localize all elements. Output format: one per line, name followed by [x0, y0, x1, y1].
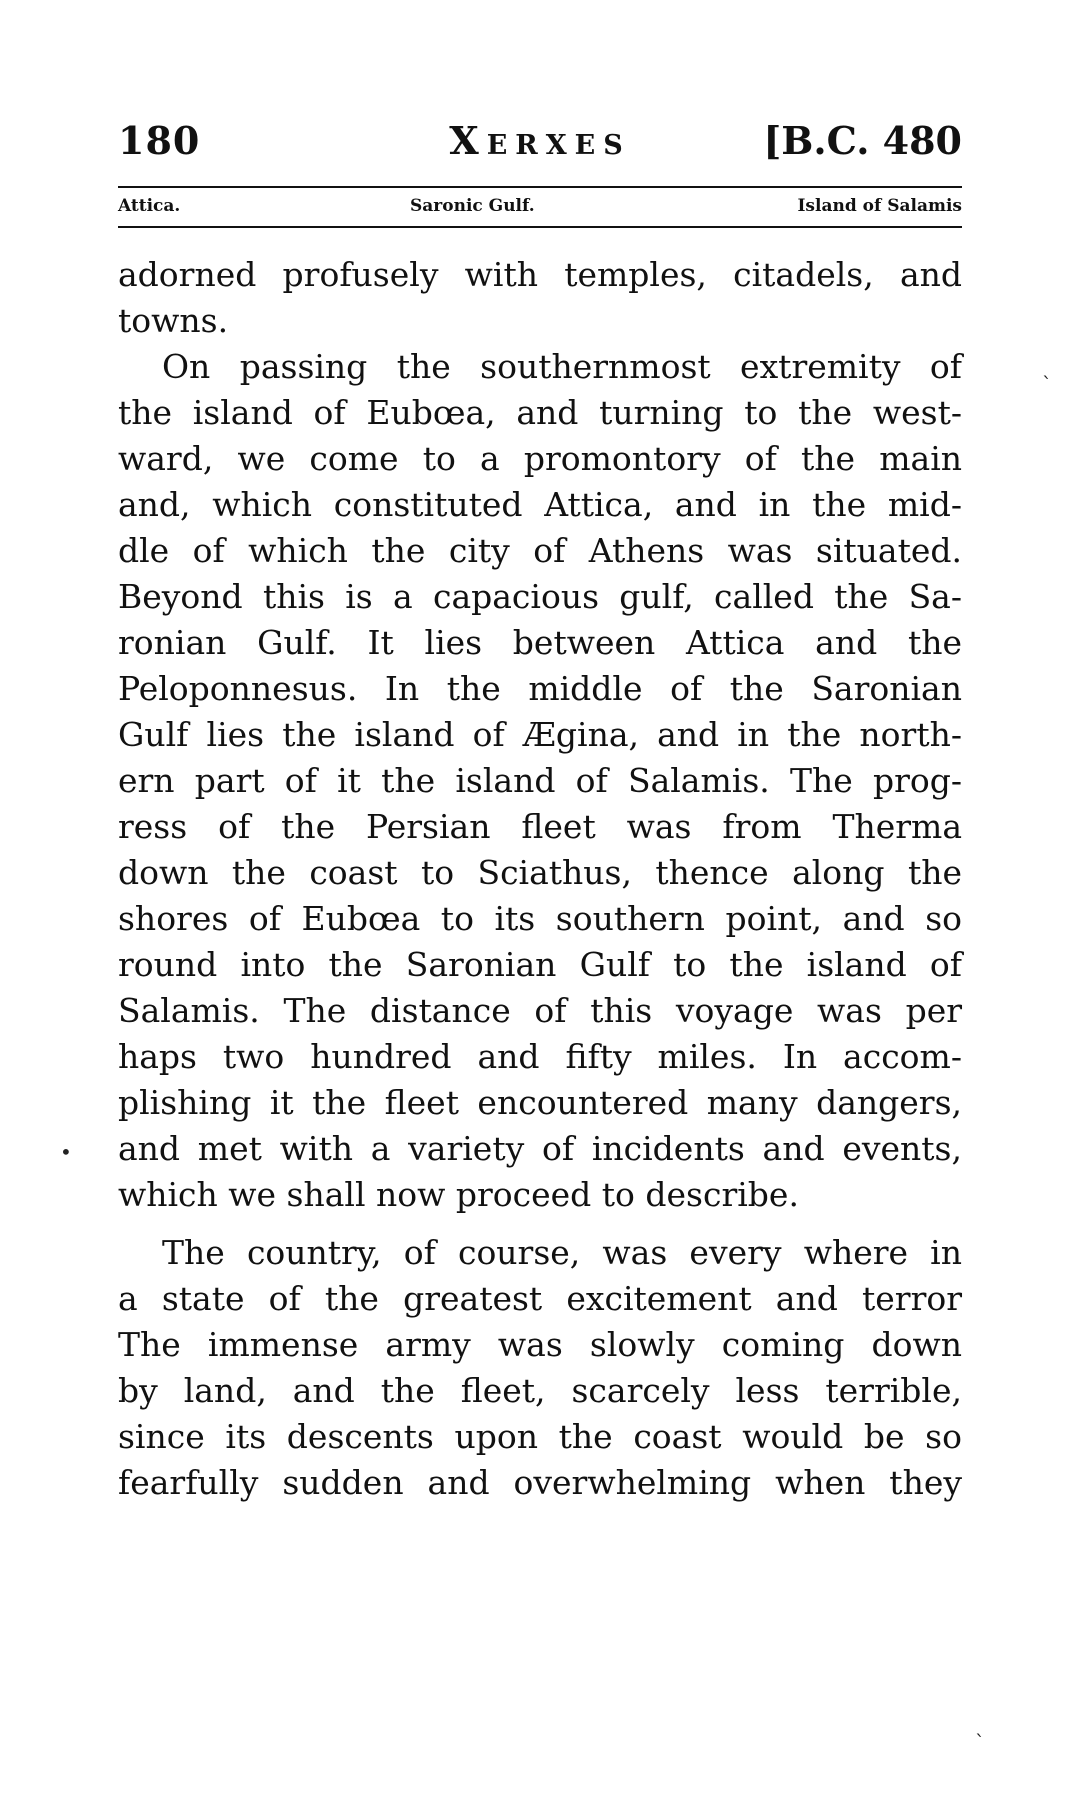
book-page	[118, 0, 962, 1797]
text-line: ronian Gulf. It lies between Attica and the	[118, 623, 962, 662]
text-line: round into the Saronian Gulf to the island of	[118, 945, 962, 984]
body-text	[118, 252, 962, 1506]
text-line: a state of the greatest excitement and terror	[118, 1279, 962, 1318]
text-line: by land, and the fleet, scarcely less terrible,	[118, 1371, 962, 1410]
text-line: and, which constituted Attica, and in the mid-	[118, 485, 962, 524]
text-line: Salamis. The distance of this voyage was per	[118, 991, 962, 1030]
text-line: On passing the southernmost extremity of	[162, 347, 962, 386]
scan-speck: •	[60, 1140, 72, 1164]
text-line: fearfully sudden and overwhelming when they	[118, 1463, 962, 1502]
text-line: Gulf lies the island of Ægina, and in the north-	[118, 715, 962, 754]
text-line: haps two hundred and fifty miles. In accom-	[118, 1037, 962, 1076]
text-line: The immense army was slowly coming down	[118, 1325, 962, 1364]
text-line: the island of Eubœa, and turning to the west-	[118, 393, 962, 432]
text-line: ward, we come to a promontory of the main	[118, 439, 962, 478]
text-line: plishing it the fleet encountered many dangers,	[118, 1083, 962, 1122]
text-line: and met with a variety of incidents and events,	[118, 1129, 962, 1168]
text-line: ress of the Persian fleet was from Therma	[118, 807, 962, 846]
header-rule-bottom	[118, 226, 962, 228]
running-title: Xerxes	[449, 118, 631, 163]
text-line: towns.	[118, 301, 229, 340]
running-header	[118, 118, 962, 178]
scan-speck: ˋ	[975, 1730, 985, 1754]
text-line: which we shall now proceed to describe.	[118, 1175, 799, 1214]
text-line: dle of which the city of Athens was situated.	[118, 531, 962, 570]
scan-speck: ˋ	[1042, 372, 1052, 396]
subheader-center: Saronic Gulf.	[410, 196, 535, 216]
text-line: Beyond this is a capacious gulf, called the Sa-	[118, 577, 962, 616]
text-line: adorned profusely with temples, citadels, and	[118, 255, 962, 294]
page-number: 180	[118, 118, 201, 163]
header-rule-top	[118, 186, 962, 188]
subheader-right: Island of Salamis	[797, 196, 962, 216]
text-line: shores of Eubœa to its southern point, and so	[118, 899, 962, 938]
text-line: down the coast to Sciathus, thence along the	[118, 853, 962, 892]
text-line: Peloponnesus. In the middle of the Saronian	[118, 669, 962, 708]
text-line: since its descents upon the coast would be so	[118, 1417, 962, 1456]
text-line: ern part of it the island of Salamis. The prog-	[118, 761, 962, 800]
date-heading: [B.C. 480	[763, 118, 962, 163]
subheader-left: Attica.	[118, 196, 181, 216]
text-line: The country, of course, was every where in	[162, 1233, 962, 1272]
subheader	[118, 196, 962, 220]
